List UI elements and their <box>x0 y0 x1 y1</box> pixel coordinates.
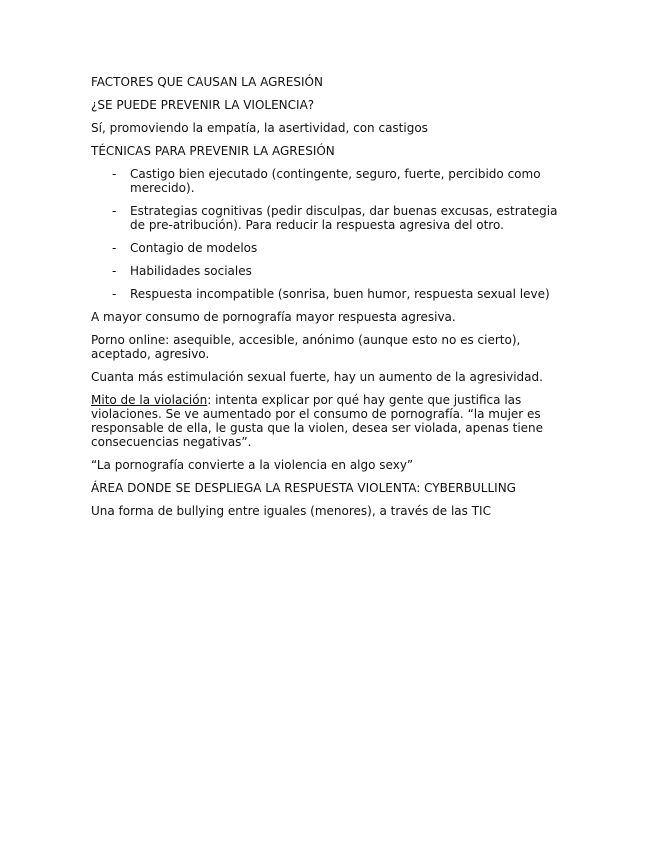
bullet-dash: - <box>112 241 117 255</box>
document-page <box>91 75 566 527</box>
bullet-dash: - <box>112 264 117 278</box>
definicion-cyberbulling: Una forma de bullying entre iguales (menores), a través de las TIC <box>91 504 491 518</box>
estimulacion: Cuanta más estimulación sexual fuerte, hay un aumento de la agresividad. <box>91 370 543 384</box>
list-item-text: Habilidades sociales <box>130 264 252 278</box>
mito-paragraph <box>91 393 566 449</box>
bullet-dash: - <box>112 287 117 301</box>
heading-area: ÁREA DONDE SE DESPLIEGA LA RESPUESTA VIOLENTA: CYBERBULLING <box>91 481 516 495</box>
bullet-dash: - <box>112 204 117 218</box>
list-item <box>91 287 566 301</box>
heading-factores: FACTORES QUE CAUSAN LA AGRESIÓN <box>91 75 323 89</box>
list-item <box>91 264 566 278</box>
pornografia-consumo: A mayor consumo de pornografía mayor respuesta agresiva. <box>91 310 456 324</box>
list-item <box>91 204 566 232</box>
list-item-text: Estrategias cognitivas (pedir disculpas, dar buenas excusas, estrategia de pre-atribución). Para reducir la respuesta agresiva del otro. <box>130 204 558 232</box>
answer-prevenir: Sí, promoviendo la empatía, la asertividad, con castigos <box>91 121 428 135</box>
list-item-text: Castigo bien ejecutado (contingente, seguro, fuerte, percibido como merecido). <box>130 167 541 195</box>
heading-tecnicas: TÉCNICAS PARA PREVENIR LA AGRESIÓN <box>91 144 335 158</box>
porno-online: Porno online: asequible, accesible, anónimo (aunque esto no es cierto), aceptado, agresivo. <box>91 333 521 361</box>
mito-label: Mito de la violación <box>91 393 208 407</box>
question-prevenir: ¿SE PUEDE PREVENIR LA VIOLENCIA? <box>91 98 315 112</box>
list-item <box>91 167 566 195</box>
list-item-text: Contagio de modelos <box>130 241 258 255</box>
mito-text: : intenta explicar por qué hay gente que justifica las violaciones. Se ve aumentado por el consumo de pornografía. “la mujer es responsable de ella, le gusta que la violen, desea ser violada, apenas tiene consecuencias negativas”. <box>91 393 544 449</box>
bullet-dash: - <box>112 167 117 181</box>
list-item-text: Respuesta incompatible (sonrisa, buen humor, respuesta sexual leve) <box>130 287 550 301</box>
tecnicas-list <box>91 167 566 301</box>
list-item <box>91 241 566 255</box>
cita-pornografia: “La pornografía convierte a la violencia en algo sexy” <box>91 458 414 472</box>
